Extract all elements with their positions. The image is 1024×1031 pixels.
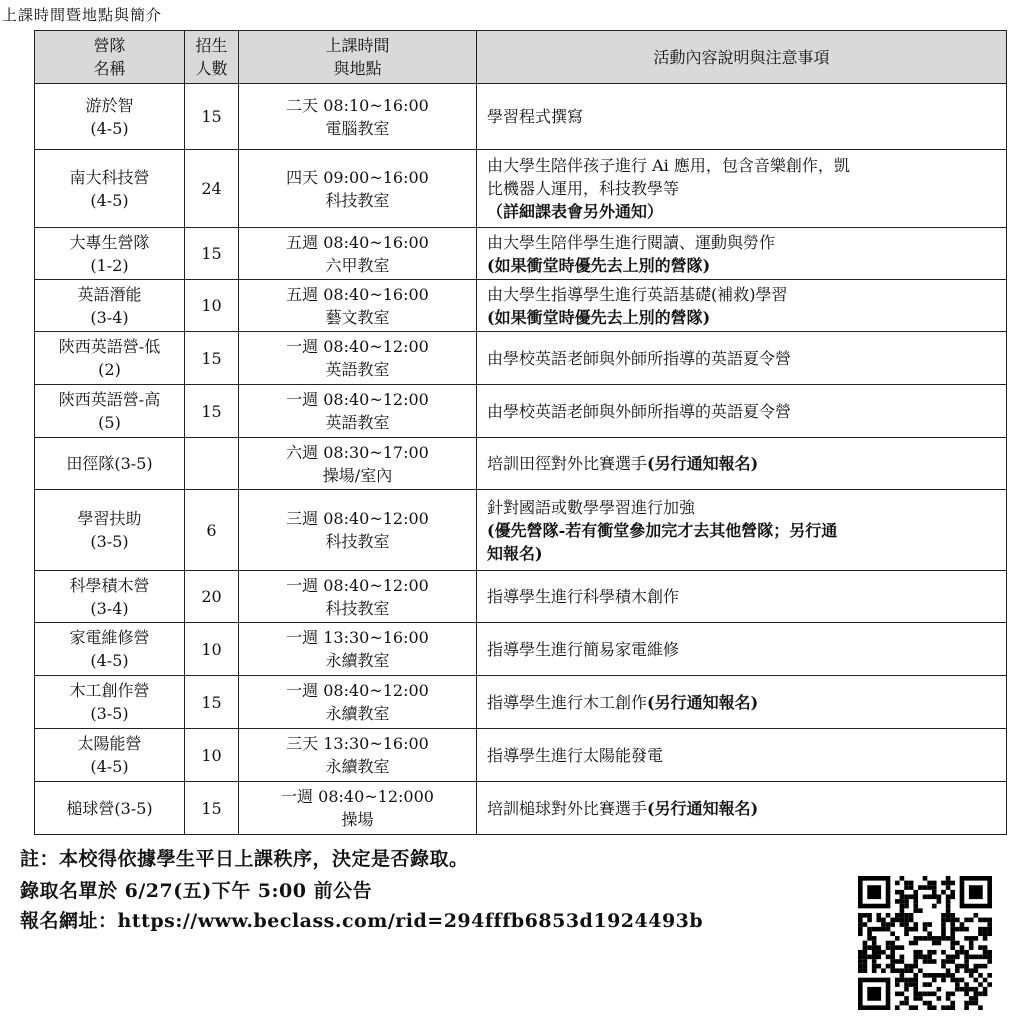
camp-name: 學習扶助 (3-5) (35, 490, 185, 571)
camp-name: 木工創作營 (3-5) (35, 676, 185, 729)
table-row (35, 438, 1007, 490)
enrollment-count: 6 (185, 490, 239, 571)
footer-note: 註：本校得依據學生平日上課秩序，決定是否錄取。 (20, 848, 469, 870)
activity-description: 由大學生指導學生進行英語基礎(補救)學習 (如果衝堂時優先去上別的營隊) (477, 280, 1007, 332)
time-location: 一週 08:40~12:00 永續教室 (239, 676, 477, 729)
activity-description: 由大學生陪伴孩子進行 Ai 應用，包含音樂創作，凱 比機器人運用，科技教學等 （詳細課表會另外通知） (477, 150, 1007, 228)
enrollment-count: 15 (185, 782, 239, 835)
camp-name: 科學積木營 (3-4) (35, 571, 185, 623)
table-row (35, 84, 1007, 150)
activity-description: 培訓槌球對外比賽選手(另行通知報名) (477, 782, 1007, 835)
camp-name: 田徑隊(3-5) (35, 438, 185, 490)
activity-description: 學習程式撰寫 (477, 84, 1007, 150)
header-name: 營隊 名稱 (35, 31, 185, 84)
table-row (35, 490, 1007, 571)
camp-name: 家電維修營 (4-5) (35, 623, 185, 676)
header-count: 招生 人數 (185, 31, 239, 84)
schedule-table (34, 30, 1007, 835)
table-row (35, 332, 1007, 385)
table-row (35, 782, 1007, 835)
activity-description: 培訓田徑對外比賽選手(另行通知報名) (477, 438, 1007, 490)
time-location: 三天 13:30~16:00 永續教室 (239, 729, 477, 782)
table-row (35, 228, 1007, 280)
header-desc: 活動內容說明與注意事項 (477, 31, 1007, 84)
camp-name: 陝西英語營-高 (5) (35, 385, 185, 438)
table-row (35, 150, 1007, 228)
activity-description: 針對國語或數學學習進行加強 (優先營隊-若有衝堂參加完才去其他營隊；另行通 知報名) (477, 490, 1007, 571)
time-location: 一週 08:40~12:00 英語教室 (239, 385, 477, 438)
camp-name: 大專生營隊 (1-2) (35, 228, 185, 280)
activity-description: 由大學生陪伴學生進行閱讀、運動與勞作 (如果衝堂時優先去上別的營隊) (477, 228, 1007, 280)
time-location: 一週 08:40~12:00 英語教室 (239, 332, 477, 385)
time-location: 一週 08:40~12:000 操場 (239, 782, 477, 835)
activity-description: 由學校英語老師與外師所指導的英語夏令營 (477, 385, 1007, 438)
enrollment-count: 15 (185, 84, 239, 150)
header-time: 上課時間 與地點 (239, 31, 477, 84)
activity-description: 指導學生進行太陽能發電 (477, 729, 1007, 782)
camp-name: 游於智 (4-5) (35, 84, 185, 150)
time-location: 二天 08:10~16:00 電腦教室 (239, 84, 477, 150)
table-row (35, 623, 1007, 676)
camp-name: 槌球營(3-5) (35, 782, 185, 835)
time-location: 三週 08:40~12:00 科技教室 (239, 490, 477, 571)
footer-announce: 錄取名單於 6/27(五)下午 5:00 前公告 (20, 880, 373, 902)
table-row (35, 676, 1007, 729)
time-location: 六週 08:30~17:00 操場/室內 (239, 438, 477, 490)
time-location: 一週 13:30~16:00 永續教室 (239, 623, 477, 676)
activity-description: 指導學生進行簡易家電維修 (477, 623, 1007, 676)
enrollment-count: 10 (185, 729, 239, 782)
enrollment-count: 24 (185, 150, 239, 228)
enrollment-count: 15 (185, 676, 239, 729)
table-row (35, 571, 1007, 623)
registration-url[interactable]: 報名網址：https://www.beclass.com/rid=294fffb6853d1924493b (20, 910, 704, 932)
time-location: 一週 08:40~12:00 科技教室 (239, 571, 477, 623)
activity-description: 指導學生進行木工創作(另行通知報名) (477, 676, 1007, 729)
enrollment-count: 15 (185, 385, 239, 438)
time-location: 五週 08:40~16:00 六甲教室 (239, 228, 477, 280)
header-row (35, 31, 1007, 84)
time-location: 四天 09:00~16:00 科技教室 (239, 150, 477, 228)
enrollment-count: 15 (185, 332, 239, 385)
page-title: 上課時間暨地點與簡介 (2, 6, 163, 24)
camp-name: 太陽能營 (4-5) (35, 729, 185, 782)
enrollment-count: 10 (185, 623, 239, 676)
enrollment-count: 15 (185, 228, 239, 280)
camp-name: 陝西英語營-低 (2) (35, 332, 185, 385)
camp-name: 南大科技營 (4-5) (35, 150, 185, 228)
activity-description: 指導學生進行科學積木創作 (477, 571, 1007, 623)
qr-code-icon[interactable] (858, 876, 992, 1010)
table-row (35, 729, 1007, 782)
table-row (35, 385, 1007, 438)
table-row (35, 280, 1007, 332)
activity-description: 由學校英語老師與外師所指導的英語夏令營 (477, 332, 1007, 385)
camp-name: 英語潛能 (3-4) (35, 280, 185, 332)
enrollment-count: 10 (185, 280, 239, 332)
enrollment-count: 20 (185, 571, 239, 623)
time-location: 五週 08:40~16:00 藝文教室 (239, 280, 477, 332)
enrollment-count (185, 438, 239, 490)
